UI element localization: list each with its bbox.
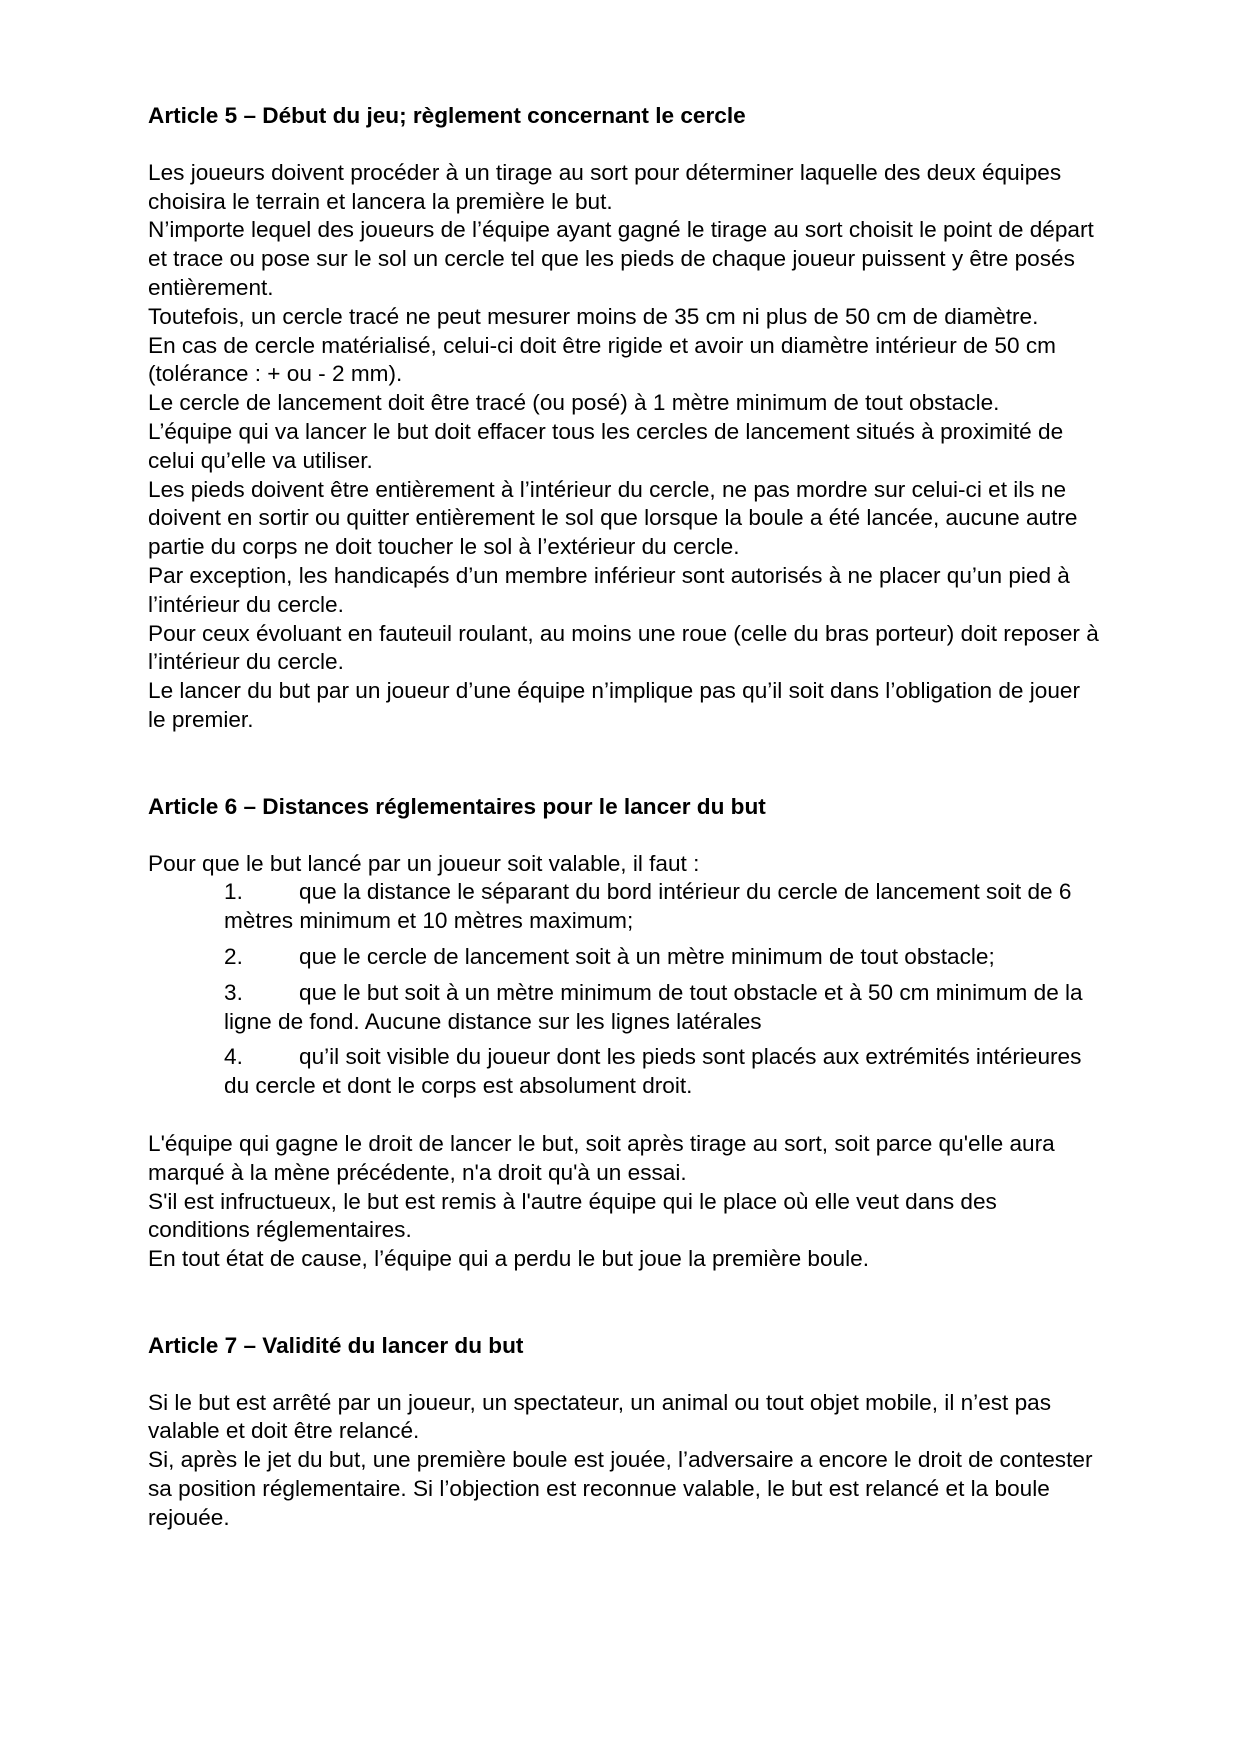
- article-5-title: Article 5 – Début du jeu; règlement concernant le cercle: [148, 103, 746, 128]
- list-item-number: 4.: [224, 1044, 243, 1070]
- section-spacer: [148, 735, 1102, 793]
- article-6-intro: Pour que le but lancé par un joueur soit valable, il faut :: [148, 850, 700, 876]
- list-item: [224, 878, 1102, 936]
- list-item: [224, 943, 1102, 972]
- section-spacer: [148, 1274, 1102, 1332]
- list-item-text: que le but soit à un mètre minimum de tout obstacle et à 50 cm minimum de la ligne de fond. Aucune distance sur les lignes latérales: [224, 979, 1083, 1034]
- list-item-number: 2.: [224, 943, 243, 969]
- article-5-paragraph: Les joueurs doivent procéder à un tirage au sort pour déterminer laquelle des deux équipes choisira le terrain et lancera la première le but.: [148, 159, 1062, 214]
- article-6-title: Article 6 – Distances réglementaires pour le lancer du but: [148, 793, 766, 819]
- article-7-title: Article 7 – Validité du lancer du but: [148, 1332, 524, 1358]
- article-5-section: [148, 102, 1102, 735]
- article-5-paragraph: N’importe lequel des joueurs de l’équipe ayant gagné le tirage au sort choisit le point de départ et trace ou pose sur le sol un cercle tel que les pieds de chaque joueur puissent y être posés entièrement.: [148, 217, 1094, 300]
- article-7-section: [148, 1332, 1102, 1533]
- article-7-paragraph: Si le but est arrêté par un joueur, un spectateur, un animal ou tout objet mobile, il n’est pas valable et doit être relancé.: [148, 1389, 1052, 1444]
- conditions-list: [148, 878, 1102, 1101]
- article-5-paragraph: Par exception, les handicapés d’un membre inférieur sont autorisés à ne placer qu’un pied à l’intérieur du cercle.: [148, 562, 1070, 617]
- list-item-number: 1.: [224, 879, 243, 905]
- article-5-paragraph: Pour ceux évoluant en fauteuil roulant, au moins une roue (celle du bras porteur) doit reposer à l’intérieur du cercle.: [148, 620, 1099, 675]
- article-5-paragraph: Le cercle de lancement doit être tracé (ou posé) à 1 mètre minimum de tout obstacle.: [148, 390, 1000, 416]
- list-item-text: que le cercle de lancement soit à un mètre minimum de tout obstacle;: [299, 943, 995, 969]
- article-6-paragraph: L'équipe qui gagne le droit de lancer le but, soit après tirage au sort, soit parce qu'elle aura marqué à la mène précédente, n'a droit qu'à un essai.: [148, 1130, 1055, 1185]
- article-5-paragraph: Toutefois, un cercle tracé ne peut mesurer moins de 35 cm ni plus de 50 cm de diamètre.: [148, 303, 1039, 329]
- article-6-paragraph: S'il est infructueux, le but est remis à l'autre équipe qui le place où elle veut dans des conditions réglementaires.: [148, 1188, 997, 1243]
- list-item: [224, 979, 1102, 1037]
- article-5-paragraph: En cas de cercle matérialisé, celui-ci doit être rigide et avoir un diamètre intérieur de 50 cm (tolérance : + ou - 2 mm).: [148, 332, 1056, 387]
- article-5-paragraph: L’équipe qui va lancer le but doit effacer tous les cercles de lancement situés à proximité de celui qu’elle va utiliser.: [148, 418, 1064, 473]
- article-6-paragraph: En tout état de cause, l’équipe qui a perdu le but joue la première boule.: [148, 1246, 869, 1272]
- list-spacer: [148, 1108, 1102, 1130]
- article-5-paragraph: Le lancer du but par un joueur d’une équipe n’implique pas qu’il soit dans l’obligation de jouer le premier.: [148, 678, 1081, 732]
- article-7-paragraph: Si, après le jet du but, une première boule est jouée, l’adversaire a encore le droit de contester sa position réglementaire. Si l’objection est reconnue valable, le but est relancé et la boule rejouée.: [148, 1447, 1093, 1530]
- list-item-text: que la distance le séparant du bord intérieur du cercle de lancement soit de 6 mètres minimum et 10 mètres maximum;: [224, 879, 1072, 934]
- list-item-number: 3.: [224, 979, 243, 1005]
- article-6-section: [148, 793, 1102, 1274]
- list-item-text: qu’il soit visible du joueur dont les pieds sont placés aux extrémités intérieures du cercle et dont le corps est absolument droit.: [224, 1044, 1082, 1099]
- article-5-paragraph: Les pieds doivent être entièrement à l’intérieur du cercle, ne pas mordre sur celui-ci et ils ne doivent en sortir ou quitter entièrement le sol que lorsque la boule a été lancée, aucune autre partie du corps ne doit toucher le sol à l’extérieur du cercle.: [148, 476, 1078, 560]
- list-item: [224, 1043, 1102, 1101]
